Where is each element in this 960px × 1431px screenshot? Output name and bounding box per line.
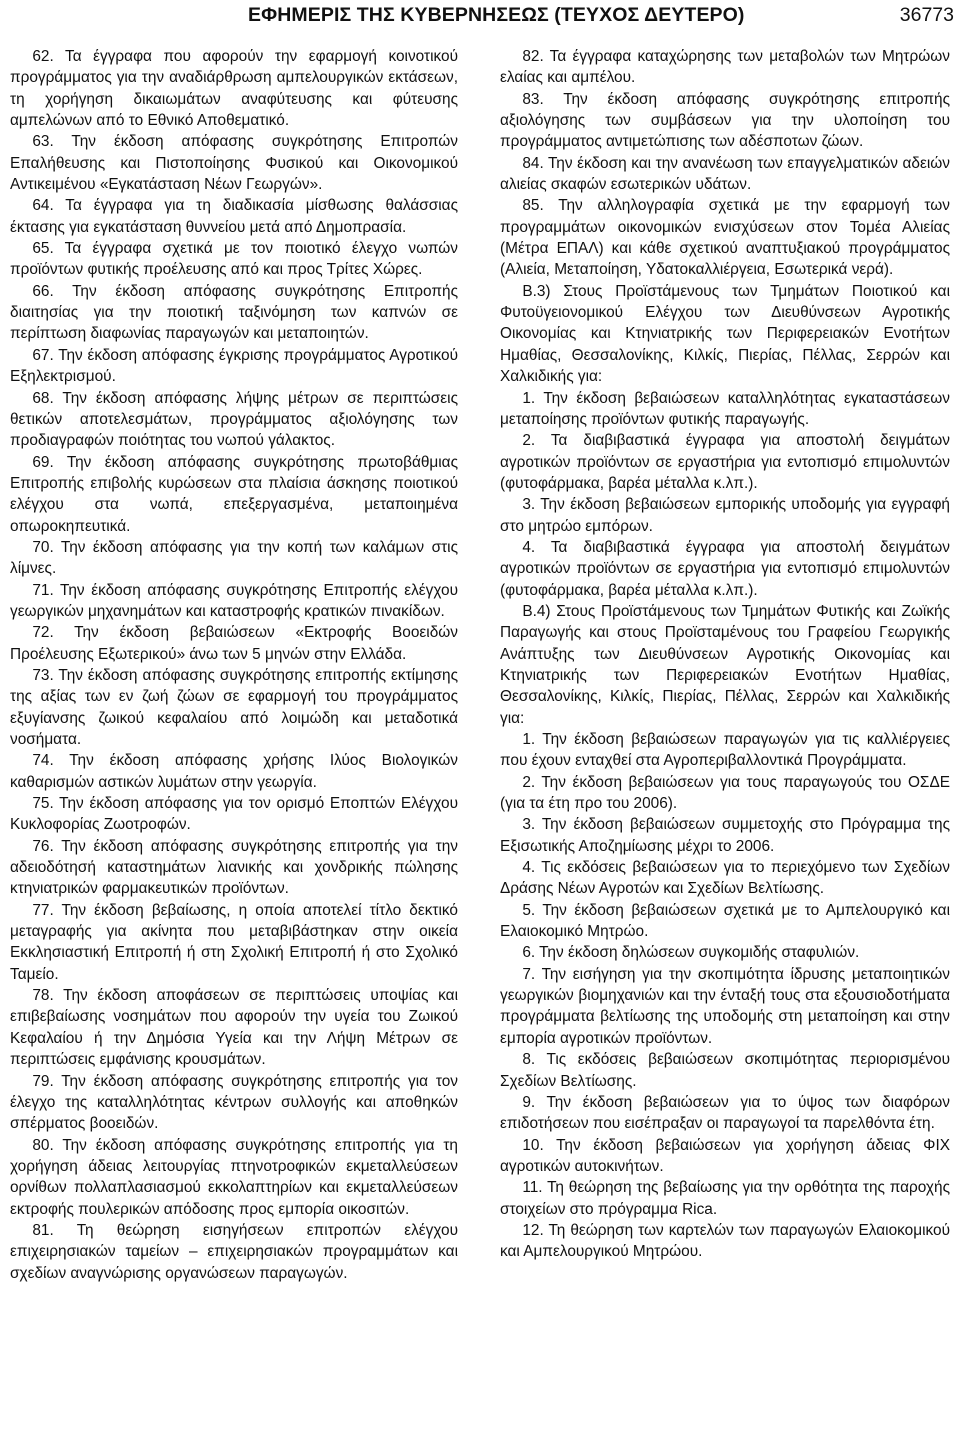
paragraph: Β.3) Στους Προϊστάμενους των Τμημάτων Ποιοτικού και Φυτοϋγειονομικού Ελέγχου των Διευθύνσεων Αγροτικής Οικονομίας και Κτηνιατρικής των Περιφερειακών Ενοτήτων Ημαθίας, Θεσσαλονίκης, Κιλκίς, Πιερίας, Πέλλας, Σερρών και Χαλκιδικής για: xyxy=(500,282,950,386)
paragraph: 12. Τη θεώρηση των καρτελών των παραγωγών Ελαιοκομικού και Αμπελουργικού Μητρώου. xyxy=(500,1221,950,1261)
paragraph: 75. Την έκδοση απόφασης για τον ορισμό Εποπτών Ελέγχου Κυκλοφορίας Ζωοτροφών. xyxy=(10,795,458,834)
paragraph: 62. Τα έγγραφα που αφορούν την εφαρμογή κοινοτικού προγράμματος για την αναδιάρθρωση αμπελουργικών εκτάσεων, τη χορήγηση δικαιωμάτων αναφύτευσης και φύτευσης αμπελώνων από το Εθνικό Αποθεματικό. xyxy=(10,48,458,130)
paragraph: 81. Τη θεώρηση εισηγήσεων επιτροπών ελέγχου επιχειρησιακών ταμείων – επιχειρησιακών προγραμμάτων και σχεδίων αναγνώρισης οργανώσεων παραγωγών. xyxy=(10,1221,458,1282)
paragraph: 70. Την έκδοση απόφασης για την κοπή των καλάμων στις λίμνες. xyxy=(10,538,458,578)
paragraph: 84. Την έκδοση και την ανανέωση των επαγγελματικών αδειών αλιείας σκαφών εσωτερικών υδάτων. xyxy=(500,154,950,194)
paragraph: 2. Την έκδοση βεβαιώσεων για τους παραγωγούς του ΟΣΔΕ (για τα έτη προ του 2006). xyxy=(500,773,950,813)
paragraph: 4. Τα διαβιβαστικά έγγραφα για αποστολή δειγμάτων αγροτικών προϊόντων σε εργαστήρια για εντοπισμό επιμολυντών (φυτοφάρμακα, βαρέα μέταλλα κ.λπ.). xyxy=(500,538,950,599)
paragraph: 83. Την έκδοση απόφασης συγκρότησης επιτροπής αξιολόγησης των συμβάσεων για την υλοποίηση του προγράμματος αντιμετώπισης των αδέσποτων ζώων. xyxy=(500,90,950,151)
paragraph: 10. Την έκδοση βεβαιώσεων για χορήγηση άδειας ΦΙΧ αγροτικών αυτοκινήτων. xyxy=(500,1136,950,1175)
paragraph: 85. Την αλληλογραφία σχετικά με την εφαρμογή των προγραμμάτων οικονομικών ενισχύσεων στον Τομέα Αλιείας (Μέτρα ΕΠΑΛ) και κάθε σχετικού αναπτυξιακού προγράμματος (Αλιεία, Μεταποίηση, Υδατοκαλλιέργεια, Εσωτερικά νερά). xyxy=(500,197,950,279)
paragraph: 77. Την έκδοση βεβαίωσης, η οποία αποτελεί τίτλο δεκτικό μεταγραφής για ακίνητα που μεταβιβάστηκαν στην οικεία Εκκλησιαστική Επιτροπή ή στη Σχολική Επιτροπή ή στο Σχολικό Ταμείο. xyxy=(10,901,458,983)
paragraph: 71. Την έκδοση απόφασης συγκρότησης Επιτροπής ελέγχου γεωργικών μηχανημάτων και καταστροφής κρατικών πινακίδων. xyxy=(10,581,458,620)
paragraph: 80. Την έκδοση απόφασης συγκρότησης επιτροπής για τη χορήγηση άδειας λειτουργίας πτηνοτροφικών εκμεταλλεύσεων ορνίθων πολλαπλασιασμού εκκολαπτηρίων και εκμεταλλεύσεων εκτροφής πουλερικών απόδοσης προς εμπορία οικοσιτών. xyxy=(10,1136,458,1218)
paragraph: 79. Την έκδοση απόφασης συγκρότησης επιτροπής για τον έλεγχο της καταλληλότητας κέντρων συλλογής και αποθηκών σπέρματος βοοειδών. xyxy=(10,1072,458,1133)
paragraph: 11. Τη θεώρηση της βεβαίωσης για την ορθότητα της παροχής στοιχείων στο πρόγραμμα Rica. xyxy=(500,1179,950,1218)
paragraph: 63. Την έκδοση απόφασης συγκρότησης Επιτροπών Επαλήθευσης και Πιστοποίησης Φυσικού και Οικονομικού Αντικειμένου «Εγκατάσταση Νέων Γεωργών». xyxy=(10,133,458,194)
left-column xyxy=(10,46,458,1284)
paragraph: 6. Την έκδοση δηλώσεων συγκομιδής σταφυλιών. xyxy=(522,944,860,962)
paragraph: 66. Την έκδοση απόφασης συγκρότησης Επιτροπής διαιτησίας για την ποιοτική ταξινόμηση των καπνών σε περίπτωση διαφωνίας παραγωγών και μεταποιητών. xyxy=(10,282,458,343)
paragraph: 65. Τα έγγραφα σχετικά με τον ποιοτικό έλεγχο νωπών προϊόντων φυτικής προέλευσης από και προς Τρίτες Χώρες. xyxy=(10,240,458,279)
paragraph: 2. Τα διαβιβαστικά έγγραφα για αποστολή δειγμάτων αγροτικών προϊόντων σε εργαστήρια για εντοπισμό επιμολυντών (φυτοφάρμακα, βαρέα μέταλλα κ.λπ.). xyxy=(500,432,950,492)
paragraph: Β.4) Στους Προϊστάμενους των Τμημάτων Φυτικής και Ζωϊκής Παραγωγής και στους Προϊσταμένους του Γραφείου Γεωργικής Ανάπτυξης των Διευθύνσεων Αγροτικής Οικονομίας και Κτηνιατρικής των Περιφερειακών Ενοτήτων Ημαθίας, Θεσσαλονίκης, Κιλκίς, Πιερίας, Πέλλας, Σερρών και Χαλκιδικής για: xyxy=(500,602,950,727)
page-number: 36773 xyxy=(899,4,954,26)
paragraph: 5. Την έκδοση βεβαιώσεων σχετικά με το Αμπελουργικό και Ελαιοκομικό Μητρώο. xyxy=(500,901,950,941)
paragraph: 68. Την έκδοση απόφασης λήψης μέτρων σε περιπτώσεις θετικών αποτελεσμάτων, προγράμματος αξιολόγησης των προδιαγραφών ποιότητας του νωπού γάλακτος. xyxy=(10,389,458,450)
paragraph: 67. Την έκδοση απόφασης έγκρισης προγράμματος Αγροτικού Εξηλεκτρισμού. xyxy=(10,346,458,386)
gazette-title: ΕΦΗΜΕΡΙΣ ΤΗΣ ΚΥΒΕΡΝΗΣΕΩΣ (ΤΕΥΧΟΣ ΔΕΥΤΕΡΟ) xyxy=(248,4,745,26)
paragraph: 9. Την έκδοση βεβαιώσεων για το ύψος των διαφόρων επιδοτήσεων που εισέπραξαν οι παραγωγοί τα παρελθόντα έτη. xyxy=(500,1093,950,1133)
paragraph: 4. Τις εκδόσεις βεβαιώσεων για το περιεχόμενο των Σχεδίων Δράσης Νέων Αγροτών και Σχεδίων Βελτίωσης. xyxy=(500,859,950,898)
paragraph: 73. Την έκδοση απόφασης συγκρότησης επιτροπής εκτίμησης της αξίας των εν ζωή ζώων σε εφαρμογή του προγράμματος εξυγίανσης ζωικού κεφαλαίου από λοιμώδη και μεταδοτικά νοσήματα. xyxy=(10,666,458,748)
paragraph: 72. Την έκδοση βεβαιώσεων «Εκτροφής Βοοειδών Προέλευσης Εξωτερικού» άνω των 5 μηνών στην Ελλάδα. xyxy=(10,624,458,663)
page-header xyxy=(0,4,960,32)
paragraph: 76. Την έκδοση απόφασης συγκρότησης επιτροπής για την αδειοδότησή καταστημάτων λιανικής και χονδρικής πώλησης κτηνιατρικών φαρμακευτικών προϊόντων. xyxy=(10,837,458,898)
paragraph: 78. Την έκδοση αποφάσεων σε περιπτώσεις υποψίας και επιβεβαίωσης νοσημάτων που αφορούν την υγεία του Ζωικού Κεφαλαίου ή την Δημόσια Υγεία και την Λήψη Μέτρων σε περιπτώσεις εμφάνισης κρουσμάτων. xyxy=(10,987,458,1069)
paragraph: 74. Την έκδοση απόφασης χρήσης Ιλύος Βιολογικών καθαρισμών αστικών λυμάτων στην γεωργία. xyxy=(10,752,458,791)
paragraph: 69. Την έκδοση απόφασης συγκρότησης πρωτοβάθμιας Επιτροπής επιβολής κυρώσεων στα πλαίσια άσκησης ποιοτικού ελέγχου στα νωπά, επεξεργασμένα, μεταποιημένα οπωροκηπευτικά. xyxy=(10,453,458,535)
paragraph: 1. Την έκδοση βεβαιώσεων παραγωγών για τις καλλιέργειες που έχουν ενταχθεί στα Αγροπεριβαλλοντικά Προγράμματα. xyxy=(500,731,950,770)
paragraph: 3. Την έκδοση βεβαιώσεων συμμετοχής στο Πρόγραμμα της Εξισωτικής Αποζημίωσης μέχρι το 2006. xyxy=(500,816,950,855)
paragraph: 1. Την έκδοση βεβαιώσεων καταλληλότητας εγκαταστάσεων μεταποίησης προϊόντων φυτικής παραγωγής. xyxy=(500,389,950,428)
paragraph: 82. Τα έγγραφα καταχώρησης των μεταβολών των Μητρώων ελαίας και αμπέλου. xyxy=(500,48,950,87)
paragraph: 64. Τα έγγραφα για τη διαδικασία μίσθωσης θαλάσσιας έκτασης για εγκατάσταση θυννείου μετά από Δημοπρασία. xyxy=(10,197,458,236)
paragraph: 3. Την έκδοση βεβαιώσεων εμπορικής υποδομής για εγγραφή στο μητρώο εμπόρων. xyxy=(500,496,950,535)
paragraph: 7. Την εισήγηση για την σκοπιμότητα ίδρυσης μεταποιητικών γεωργικών βιομηχανιών και την ένταξή τους στα εξουσιοδοτήματα προγράμματα βελτίωσης της υποδομής στη μεταποίηση και στην εμπορία αγροτικών προϊόντων. xyxy=(500,965,950,1047)
right-column xyxy=(500,46,950,1263)
paragraph: 8. Τις εκδόσεις βεβαιώσεων σκοπιμότητας περιορισμένου Σχεδίων Βελτίωσης. xyxy=(500,1051,950,1090)
